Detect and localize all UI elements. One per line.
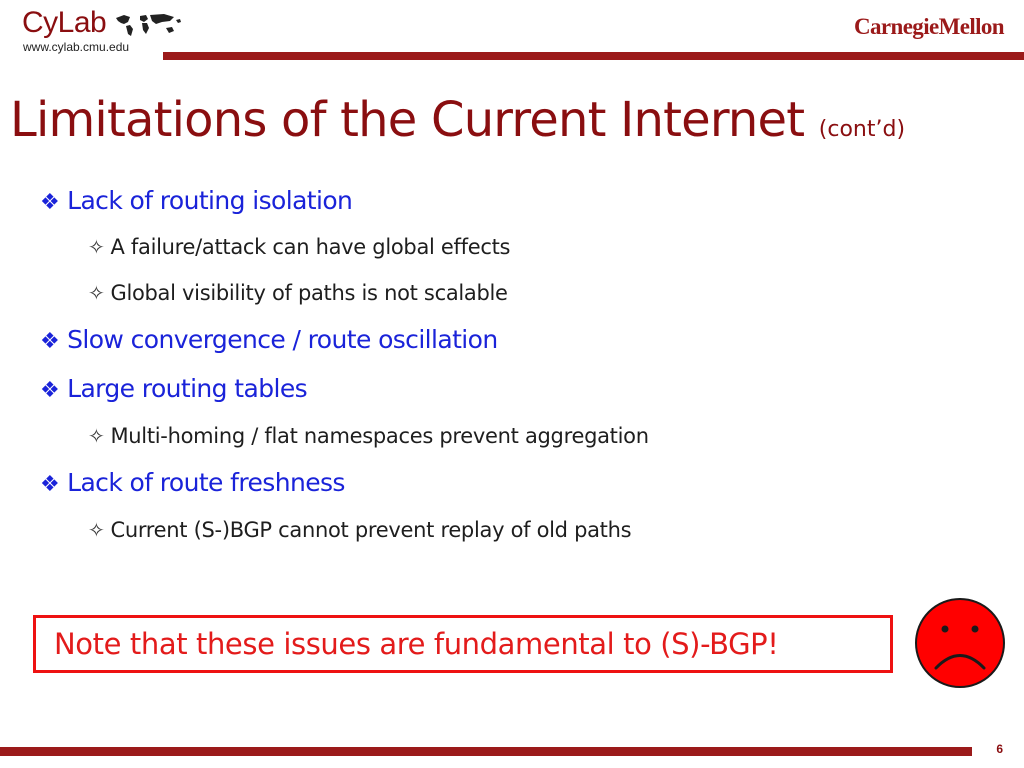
footer-rule (0, 747, 972, 756)
four-diamond-bullet-icon: ❖ (40, 329, 60, 354)
sub-bullet-item (88, 424, 649, 448)
slide-title-main: Limitations of the Current Internet (10, 92, 805, 148)
carnegie-mellon-wordmark: CarnegieMellon (853, 14, 1004, 39)
world-map-icon (114, 12, 184, 38)
bullet-text: Slow convergence / route oscillation (67, 325, 498, 354)
four-point-star-bullet-icon: ✧ (88, 424, 105, 448)
sub-bullet-text: A failure/attack can have global effects (110, 235, 511, 259)
sub-bullet-item (88, 235, 510, 259)
sad-face-icon (912, 595, 1008, 691)
slide-title (10, 92, 905, 148)
sub-bullet-item (88, 281, 508, 305)
bullet-item (40, 325, 498, 354)
four-point-star-bullet-icon: ✧ (88, 281, 105, 305)
four-diamond-bullet-icon: ❖ (40, 378, 60, 403)
sub-bullet-text: Multi-homing / flat namespaces prevent aggregation (110, 424, 649, 448)
cylab-url: www.cylab.cmu.edu (23, 40, 130, 54)
sub-bullet-text: Current (S-)BGP cannot prevent replay of old paths (110, 518, 632, 542)
callout-box (33, 615, 893, 673)
four-point-star-bullet-icon: ✧ (88, 518, 105, 542)
page-number: 6 (996, 742, 1003, 756)
header-rule (163, 52, 1024, 60)
four-diamond-bullet-icon: ❖ (40, 472, 60, 497)
bullet-item (40, 468, 345, 497)
bullet-text: Large routing tables (67, 374, 308, 403)
bullet-item (40, 374, 307, 403)
bullet-text: Lack of route freshness (67, 468, 345, 497)
bullet-item (40, 186, 352, 215)
callout-text: Note that these issues are fundamental to (S)-BGP! (54, 627, 779, 661)
bullet-text: Lack of routing isolation (67, 186, 353, 215)
four-point-star-bullet-icon: ✧ (88, 235, 105, 259)
sub-bullet-text: Global visibility of paths is not scalable (110, 281, 508, 305)
cylab-logo-text: CyLab (22, 6, 107, 39)
sub-bullet-item (88, 518, 631, 542)
four-diamond-bullet-icon: ❖ (40, 190, 60, 215)
slide-title-suffix: (cont’d) (818, 117, 906, 142)
